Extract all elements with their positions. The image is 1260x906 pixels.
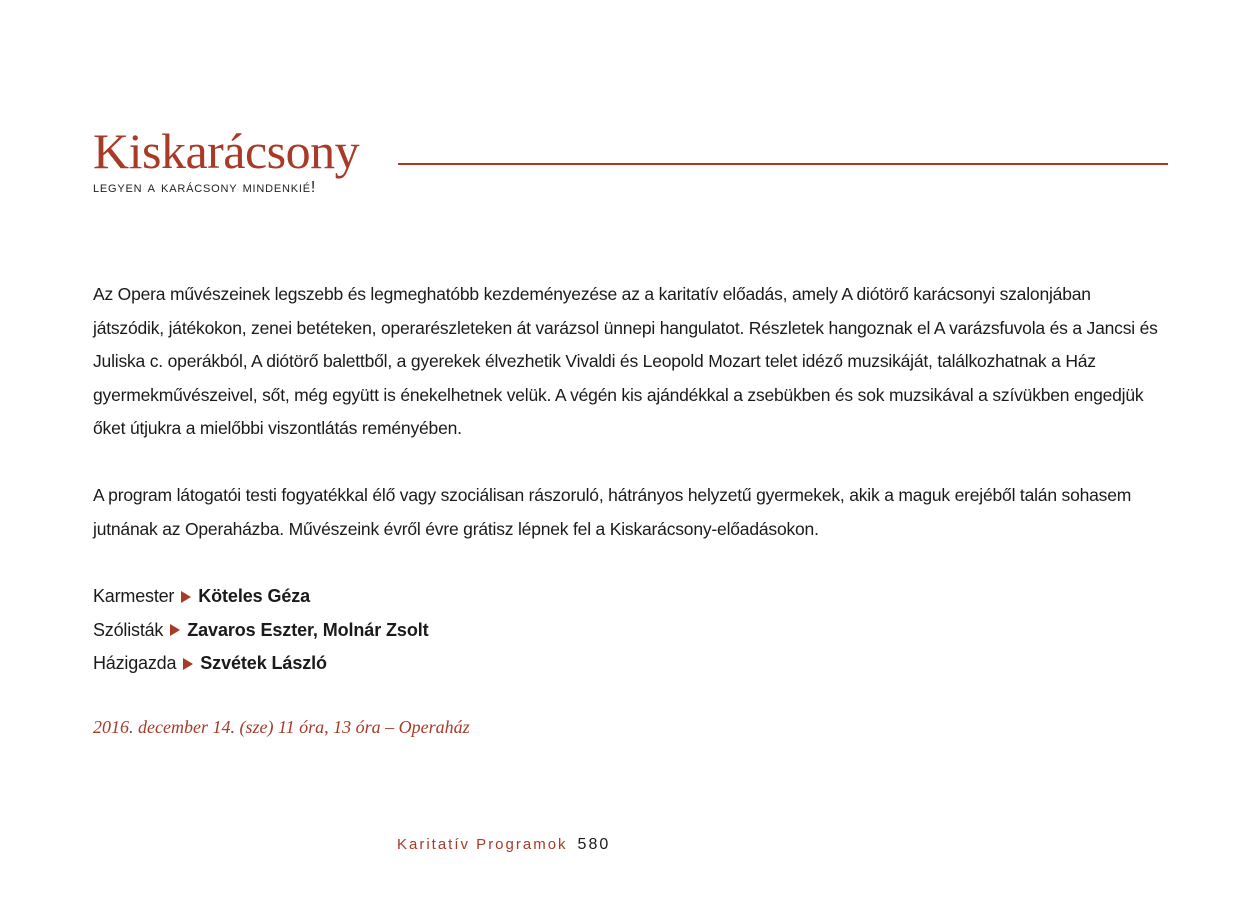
event-date-line: 2016. december 14. (sze) 11 óra, 13 óra – Operaház	[93, 717, 470, 737]
credit-row-conductor	[93, 580, 429, 614]
credit-row-soloists	[93, 614, 429, 648]
footer-page-number: 580	[577, 836, 611, 853]
credit-name: Zavaros Eszter, Molnár Zsolt	[187, 619, 429, 640]
page-footer	[397, 836, 610, 854]
credit-role: Karmester	[93, 586, 175, 606]
title-rule	[398, 163, 1168, 165]
credit-role: Házigazda	[93, 653, 177, 673]
footer-section-name: Karitatív Programok	[397, 836, 568, 853]
triangle-right-icon	[181, 591, 191, 603]
credit-name: Köteles Géza	[198, 586, 311, 606]
page-title: Kiskarácsony	[93, 123, 360, 179]
credit-row-host	[93, 647, 429, 681]
description-paragraph-1: Az Opera művészeinek legszebb és legmeghatóbb kezdeményezése az a karitatív előadás, amely A diótörő karácsonyi szalonjában játszódik, játékokon, zenei betéteken, operarészleteken át varázsol ünnepi hangulatot. Részletek hangoznak el A varázsfuvola és a Jancsi és Juliska c. operákból, A diótörő balettből, a gyerekek élvezhetik Vivaldi és Leopold Mozart telet idéző muzsikáját, találkozhatnak a Ház gyermekművészeivel, sőt, még együtt is énekelhetnek velük. A végén kis ajándékkal a zsebükben és sok muzsikával a szívükben engedjük őket útjukra a mielőbbi viszontlátás reményében.	[93, 284, 1158, 438]
title-row	[93, 122, 1168, 182]
triangle-right-icon	[183, 658, 193, 670]
credit-name: Szvétek László	[200, 653, 327, 673]
description-paragraph-2: A program látogatói testi fogyatékkal élő vagy szociálisan rászoruló, hátrányos helyzetű gyermekek, akik a maguk erejéből talán sohasem jutnának az Operaházba. Művészeink évről évre grátisz lépnek fel a Kiskarácsony-előadásokon.	[93, 485, 1132, 539]
page-subtitle: legyen a karácsony mindenkié!	[93, 179, 317, 196]
credit-role: Szólisták	[93, 619, 164, 640]
credits-list	[93, 580, 429, 681]
triangle-right-icon	[170, 624, 180, 636]
